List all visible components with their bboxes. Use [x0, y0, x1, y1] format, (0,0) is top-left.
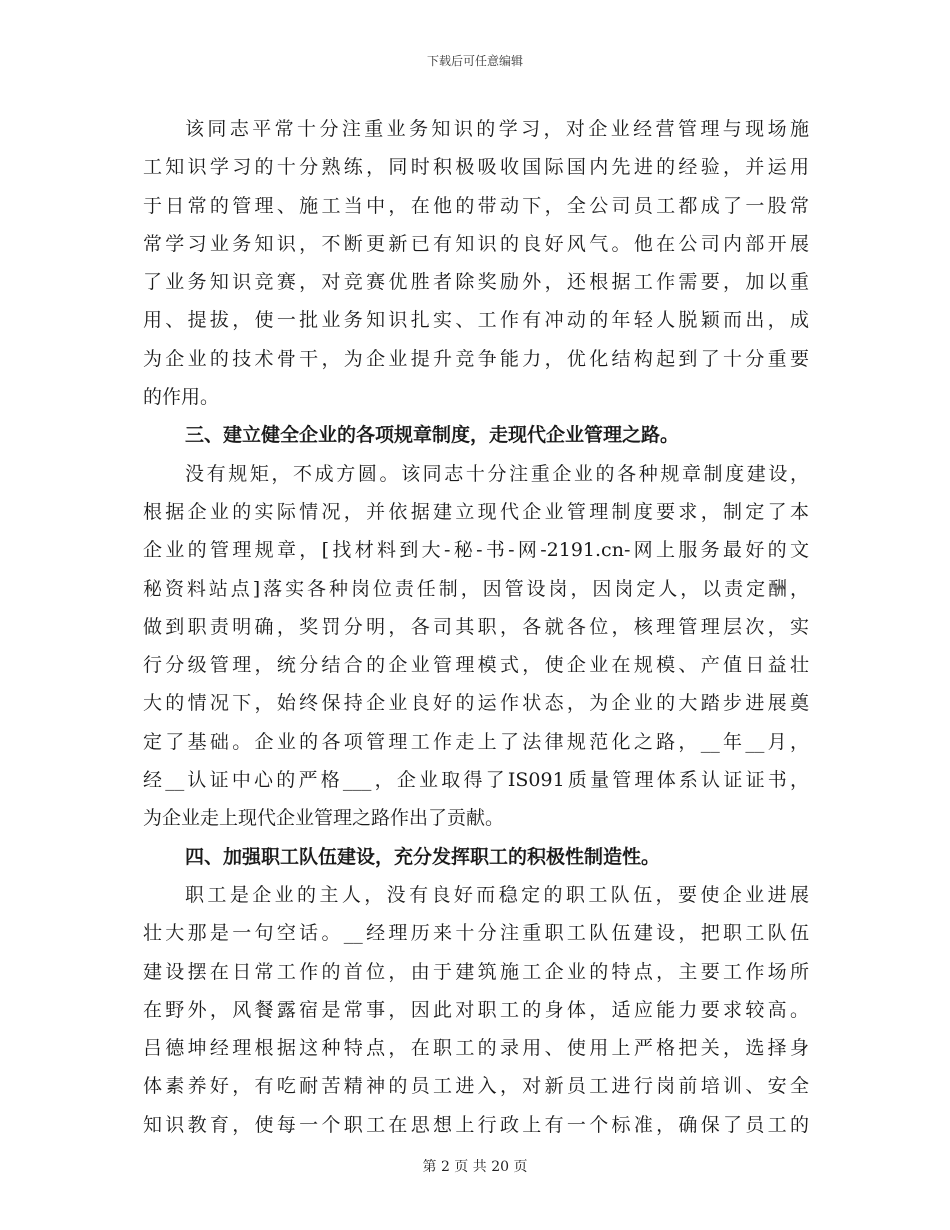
page-header: 下载后可任意编辑 — [426, 54, 523, 68]
paragraph-line: 工知识学习的十分熟练，同时积极吸收国际国内先进的经验，并运用 — [143, 156, 809, 179]
paragraph-line: 了业务知识竞赛，对竞赛优胜者除奖励外，还根据工作需要，加以重 — [143, 271, 809, 294]
paragraph-line: 壮大那是一句空话。__经理历来十分注重职工队伍建设，把职工队伍 — [143, 922, 809, 945]
page-footer: 第 2 页 共 20 页 — [422, 1159, 528, 1175]
paragraph-line: 该同志平常十分注重业务知识的学习，对企业经营管理与现场施 — [185, 118, 809, 140]
paragraph-line: 根据企业的实际情况，并依据建立现代企业管理制度要求，制定了本 — [143, 500, 809, 523]
document-body — [143, 110, 809, 1144]
paragraph-line: 行分级管理，统分结合的企业管理模式，使企业在规模、产值日益壮 — [143, 654, 809, 677]
paragraph-line: 体素养好，有吃耐苦精神的员工进入，对新员工进行岗前培训、安全 — [143, 1075, 809, 1098]
paragraph-line: 做到职责明确，奖罚分明，各司其职，各就各位，核理管理层次，实 — [143, 615, 809, 638]
paragraph-line: 于日常的管理、施工当中，在他的带动下，全公司员工都成了一股常 — [143, 194, 809, 217]
paragraph-line: 用、提拔，使一批业务知识扎实、工作有冲动的年轻人脱颖而出，成 — [143, 309, 809, 332]
section-heading: 三、建立健全企业的各项规章制度，走现代企业管理之路。 — [185, 424, 680, 447]
paragraph-line: 为企业走上现代企业管理之路作出了贡献。 — [143, 807, 505, 830]
paragraph-line: 在野外，风餐露宿是常事，因此对职工的身体，适应能力要求较高。 — [143, 998, 809, 1021]
paragraph-line: 职工是企业的主人，没有良好而稳定的职工队伍，要使企业进展 — [185, 883, 809, 906]
paragraph-line: 吕德坤经理根据这种特点，在职工的录用、使用上严格把关，选择身 — [143, 1037, 809, 1060]
paragraph-line: 建设摆在日常工作的首位，由于建筑施工企业的特点，主要工作场所 — [143, 960, 809, 983]
paragraph-line: 为企业的技术骨干，为企业提升竞争能力，优化结构起到了十分重要 — [143, 347, 809, 370]
paragraph-line: 大的情况下，始终保持企业良好的运作状态，为企业的大踏步进展奠 — [143, 692, 809, 715]
paragraph-line: 定了基础。企业的各项管理工作走上了法律规范化之路，__年__月， — [143, 730, 809, 753]
paragraph-line: 的作用。 — [143, 386, 220, 409]
paragraph-line: 秘资料站点]落实各种岗位责任制，因管设岗，因岗定人，以责定酬， — [143, 577, 809, 600]
section-heading: 四、加强职工队伍建设，充分发挥职工的积极性制造性。 — [185, 845, 661, 868]
paragraph-line: 经__认证中心的严格___，企业取得了IS091质量管理体系认证证书， — [143, 769, 809, 792]
paragraph-line: 常学习业务知识，不断更新已有知识的良好风气。他在公司内部开展 — [143, 232, 809, 255]
paragraph-line: 知识教育，使每一个职工在思想上行政上有一个标准，确保了员工的 — [143, 1113, 809, 1136]
paragraph-line: 企业的管理规章，[找材料到大-秘-书-网-2191.cn-网上服务最好的文 — [143, 539, 809, 562]
paragraph-line: 没有规矩，不成方圆。该同志十分注重企业的各种规章制度建设， — [185, 462, 809, 485]
